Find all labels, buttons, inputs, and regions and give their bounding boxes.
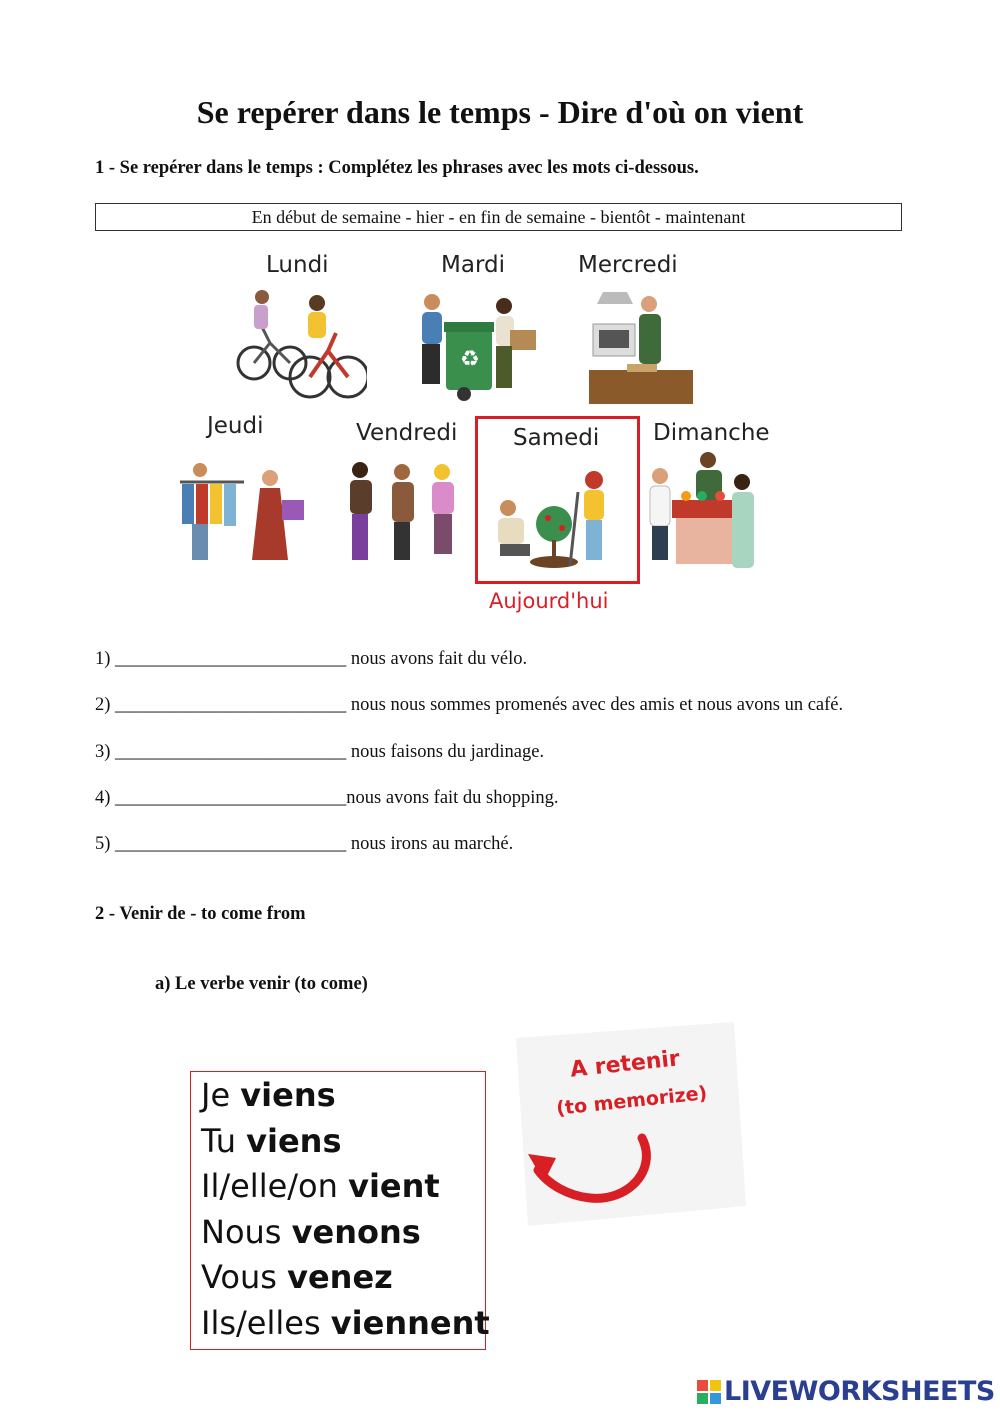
liveworksheets-brand[interactable]: LIVEWORKSHEETS — [724, 1376, 995, 1407]
question-number: 2) — [95, 695, 111, 715]
conjugation-line-il — [201, 1167, 440, 1205]
verb-form: venez — [287, 1258, 393, 1296]
conjugation-line-ils — [201, 1304, 490, 1342]
verb-form: viens — [240, 1076, 336, 1114]
answer-blank[interactable]: _________________________ — [115, 649, 347, 669]
question-3 — [95, 742, 544, 763]
pronoun: Il/elle/on — [201, 1167, 349, 1205]
recycling-illustration — [410, 292, 545, 404]
cooking-illustration — [587, 290, 697, 406]
question-4 — [95, 788, 559, 809]
pronoun: Ils/elles — [201, 1304, 331, 1342]
memo-subtitle: (to memorize) — [555, 1082, 709, 1120]
verb-form: venons — [291, 1213, 421, 1251]
question-number: 1) — [95, 649, 111, 669]
memo-sticker — [508, 1020, 748, 1230]
conjugation-box — [190, 1071, 490, 1350]
day-label-samedi: Samedi — [513, 425, 600, 451]
question-number: 4) — [95, 788, 111, 808]
section2-heading: 2 - Venir de - to come from — [95, 904, 306, 924]
word-bank: En début de semaine - hier - en fin de semaine - bientôt - maintenant — [95, 203, 902, 231]
question-text: nous irons au marché. — [346, 834, 514, 854]
today-highlight-box — [475, 416, 640, 584]
pronoun: Vous — [201, 1258, 288, 1296]
question-1 — [95, 649, 527, 670]
today-label: Aujourd'hui — [489, 589, 609, 613]
question-2 — [95, 695, 843, 716]
section2a-heading: a) Le verbe venir (to come) — [155, 974, 368, 994]
conjugation-line-vous — [201, 1258, 393, 1296]
shopping-illustration — [172, 460, 312, 570]
answer-blank[interactable]: _________________________ — [115, 742, 347, 762]
question-text: nous avons fait du vélo. — [346, 649, 528, 669]
friends-walking-illustration — [342, 460, 467, 570]
question-text: nous avons fait du shopping. — [346, 788, 559, 808]
day-label-vendredi: Vendredi — [356, 420, 458, 446]
answer-blank[interactable]: _________________________ — [115, 834, 347, 854]
memo-title: A retenir — [568, 1046, 681, 1083]
answer-blank[interactable]: _________________________ — [115, 695, 347, 715]
cyclists-illustration — [232, 285, 367, 407]
conjugation-line-je — [201, 1076, 336, 1114]
question-5 — [95, 834, 513, 855]
day-label-dimanche: Dimanche — [653, 420, 770, 446]
pronoun: Tu — [201, 1122, 247, 1160]
section1-heading: 1 - Se repérer dans le temps : Complétez les phrases avec les mots ci-dessous. — [95, 158, 699, 178]
question-number: 5) — [95, 834, 111, 854]
page-title: Se repérer dans le temps - Dire d'où on vient — [196, 94, 804, 130]
day-label-jeudi: Jeudi — [207, 413, 264, 439]
question-text: nous nous sommes promenés avec des amis et nous avons un café. — [346, 695, 844, 715]
conjugation-line-tu — [201, 1122, 342, 1160]
verb-form: vient — [348, 1167, 440, 1205]
day-label-mercredi: Mercredi — [578, 252, 678, 278]
verb-form: viennent — [330, 1304, 490, 1342]
answer-blank[interactable]: _________________________ — [115, 788, 347, 808]
day-label-lundi: Lundi — [266, 252, 329, 278]
question-number: 3) — [95, 742, 111, 762]
pronoun: Nous — [201, 1213, 292, 1251]
market-illustration — [646, 452, 771, 578]
verb-form: viens — [246, 1122, 342, 1160]
svg-text:♻: ♻ — [460, 347, 480, 372]
liveworksheets-logo-icon — [697, 1380, 721, 1404]
conjugation-line-nous — [201, 1213, 421, 1251]
day-label-mardi: Mardi — [441, 252, 505, 278]
pronoun: Je — [201, 1076, 241, 1114]
question-text: nous faisons du jardinage. — [346, 742, 545, 762]
